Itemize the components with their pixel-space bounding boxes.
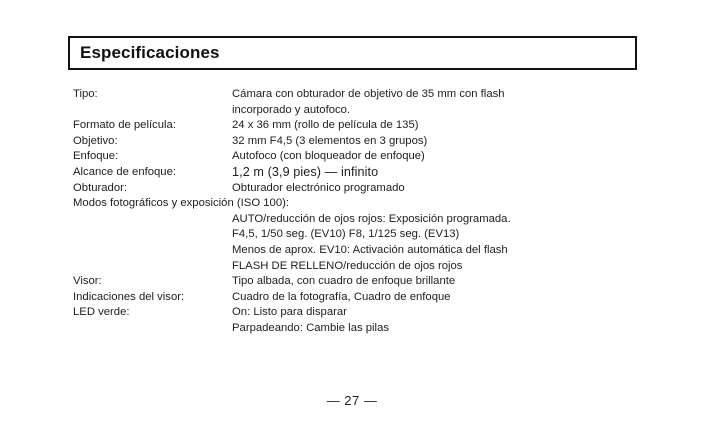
spec-row-visor	[73, 274, 653, 290]
spec-value-line: Cuadro de la fotografía, Cuadro de enfoque	[232, 290, 451, 303]
spec-label: Enfoque:	[73, 150, 119, 163]
spec-value-modos	[73, 212, 653, 274]
spec-value-line: Autofoco (con bloqueador de enfoque)	[232, 150, 425, 163]
spec-value	[232, 134, 653, 150]
spec-row-obturador	[73, 181, 653, 197]
spec-value	[232, 87, 653, 118]
spec-value	[232, 165, 653, 181]
spec-value-line: On: Listo para disparar	[232, 306, 347, 319]
spec-value-line: Parpadeando: Cambie las pilas	[232, 321, 389, 334]
page-number: — 27 —	[326, 393, 378, 408]
spec-value	[232, 274, 653, 290]
spec-value	[232, 149, 653, 165]
spec-row-led	[73, 305, 653, 336]
spec-row-enfoque	[73, 149, 653, 165]
specifications-list	[73, 87, 653, 337]
spec-value-line: Tipo albada, con cuadro de enfoque brillante	[232, 275, 456, 288]
spec-label: Formato de película:	[73, 119, 176, 132]
spec-row-tipo	[73, 87, 653, 118]
spec-label: Indicaciones del visor:	[73, 290, 185, 303]
spec-value-line: Cámara con obturador de objetivo de 35 mm con flash	[232, 88, 505, 100]
spec-label: Obturador:	[73, 181, 128, 194]
section-title-box	[68, 36, 637, 70]
spec-label: Visor:	[73, 275, 102, 288]
spec-row-indicaciones	[73, 290, 653, 306]
spec-row-alcance	[73, 165, 653, 181]
spec-label: LED verde:	[73, 306, 130, 319]
spec-label: Alcance de enfoque:	[73, 165, 177, 178]
spec-row-formato	[73, 118, 653, 134]
spec-value-line: 24 x 36 mm (rollo de película de 135)	[232, 119, 419, 132]
spec-value-line: FLASH DE RELLENO/reducción de ojos rojos	[232, 259, 463, 272]
spec-value-line: F4,5, 1/50 seg. (EV10) F8, 1/125 seg. (EV13)	[232, 228, 460, 241]
spec-value-line: 1,2 m (3,9 pies) — infinito	[232, 164, 379, 179]
spec-value	[232, 181, 653, 197]
section-title: Especificaciones	[80, 43, 220, 62]
spec-value	[232, 305, 653, 336]
spec-label: Objetivo:	[73, 134, 118, 147]
spec-value-line: AUTO/reducción de ojos rojos: Exposición programada.	[232, 212, 511, 225]
spec-value-line: Menos de aprox. EV10: Activación automática del flash	[232, 243, 508, 256]
spec-value	[232, 290, 653, 306]
spec-value-line: 32 mm F4,5 (3 elementos en 3 grupos)	[232, 134, 428, 147]
spec-value-line: incorporado y autofoco.	[232, 103, 351, 116]
spec-label: Tipo:	[73, 88, 98, 100]
spec-value	[232, 118, 653, 134]
spec-value-line: Obturador electrónico programado	[232, 181, 405, 194]
spec-label-modos: Modos fotográficos y exposición (ISO 100):	[73, 197, 289, 210]
spec-row-objetivo	[73, 134, 653, 150]
